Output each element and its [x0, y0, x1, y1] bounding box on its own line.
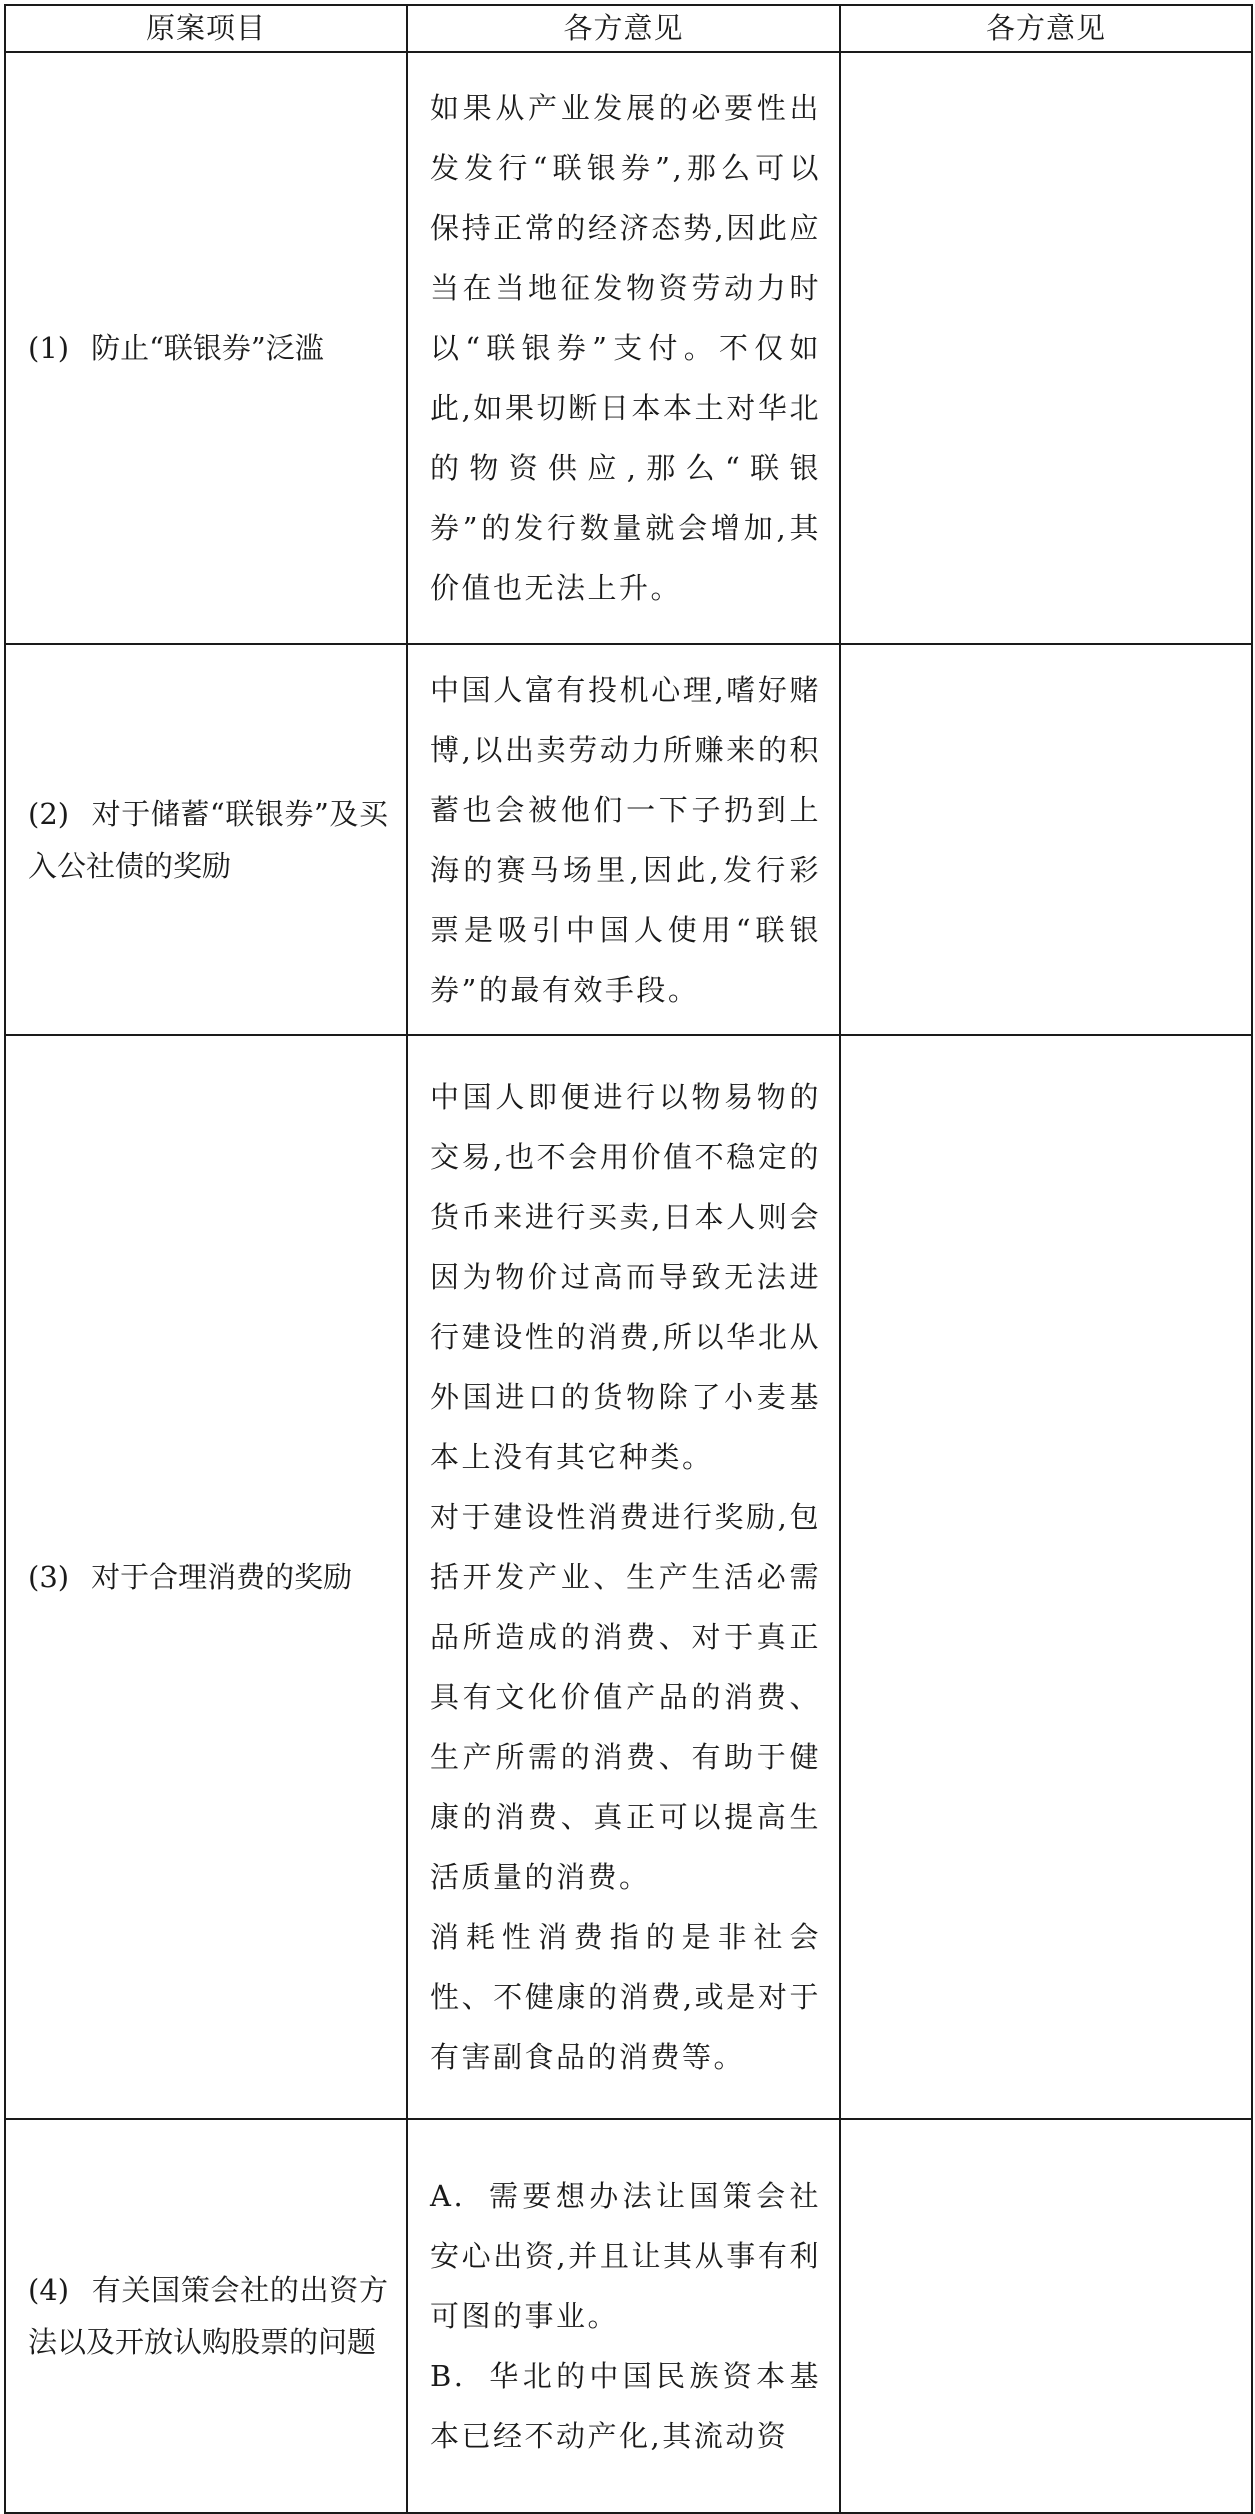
item-text: 对于储蓄“联银券”及买入公社债的奖励: [28, 796, 388, 883]
opinion-cell: [407, 1035, 840, 2119]
item-cell: [5, 2119, 407, 2513]
empty-cell: [840, 1035, 1252, 2119]
opinion-cell: [407, 644, 840, 1035]
item-cell: [5, 644, 407, 1035]
opinion-label: B.: [430, 2359, 466, 2393]
table-row: [5, 52, 1252, 644]
opinion-text: 华北的中国民族资本基本已经不动产化,其流动资: [430, 2359, 821, 2453]
item-text: 防止“联银券”泛滥: [91, 331, 324, 365]
header-opinion-2: 各方意见: [840, 5, 1252, 52]
header-item: 原案项目: [5, 5, 407, 52]
item-number: (2): [28, 796, 70, 831]
table-row: [5, 2119, 1252, 2513]
opinion-paragraph: 中国人富有投机心理,嗜好赌博,以出卖劳动力所赚来的积蓄也会被他们一下子扔到上海的赛马场里,因此,发行彩票是吸引中国人使用“联银券”的最有效手段。: [430, 672, 821, 1007]
opinion-paragraph: 如果从产业发展的必要性出发发行“联银券”,那么可以保持正常的经济态势,因此应当在当地征发物资劳动力时以“联银券”支付。不仅如此,如果切断日本本土对华北的物资供应,那么“联银券”的发行数量就会增加,其价值也无法上升。: [430, 91, 821, 605]
opinion-table: [4, 4, 1253, 2514]
item-number: (1): [28, 331, 70, 365]
opinion-cell: [407, 52, 840, 644]
item-cell: [5, 52, 407, 644]
empty-cell: [840, 644, 1252, 1035]
opinion-paragraph: 消耗性消费指的是非社会性、不健康的消费,或是对于有害副食品的消费等。: [430, 1920, 821, 2074]
item-cell: [5, 1035, 407, 2119]
table-row: [5, 644, 1252, 1035]
opinion-paragraph-a: [430, 2166, 821, 2346]
opinion-paragraph: 中国人即便进行以物易物的交易,也不会用价值不稳定的货币来进行买卖,日本人则会因为物价过高而导致无法进行建设性的消费,所以华北从外国进口的货物除了小麦基本上没有其它种类。: [430, 1080, 821, 1474]
item-number: (3): [28, 1560, 70, 1594]
opinion-paragraph: 对于建设性消费进行奖励,包括开发产业、生产生活必需品所造成的消费、对于真正具有文化价值产品的消费、生产所需的消费、有助于健康的消费、真正可以提高生活质量的消费。: [430, 1500, 821, 1894]
opinion-label: A.: [430, 2179, 466, 2213]
item-number: (4): [28, 2273, 70, 2307]
empty-cell: [840, 2119, 1252, 2513]
item-text: 对于合理消费的奖励: [91, 1560, 353, 1594]
empty-cell: [840, 52, 1252, 644]
header-opinion: 各方意见: [407, 5, 840, 52]
opinion-cell: [407, 2119, 840, 2513]
table-header-row: [5, 5, 1252, 52]
opinion-text: 需要想办法让国策会社安心出资,并且让其从事有利可图的事业。: [430, 2179, 821, 2333]
table-row: [5, 1035, 1252, 2119]
item-text: 有关国策会社的出资方法以及开放认购股票的问题: [28, 2273, 388, 2359]
opinion-paragraph-b: [430, 2346, 821, 2466]
